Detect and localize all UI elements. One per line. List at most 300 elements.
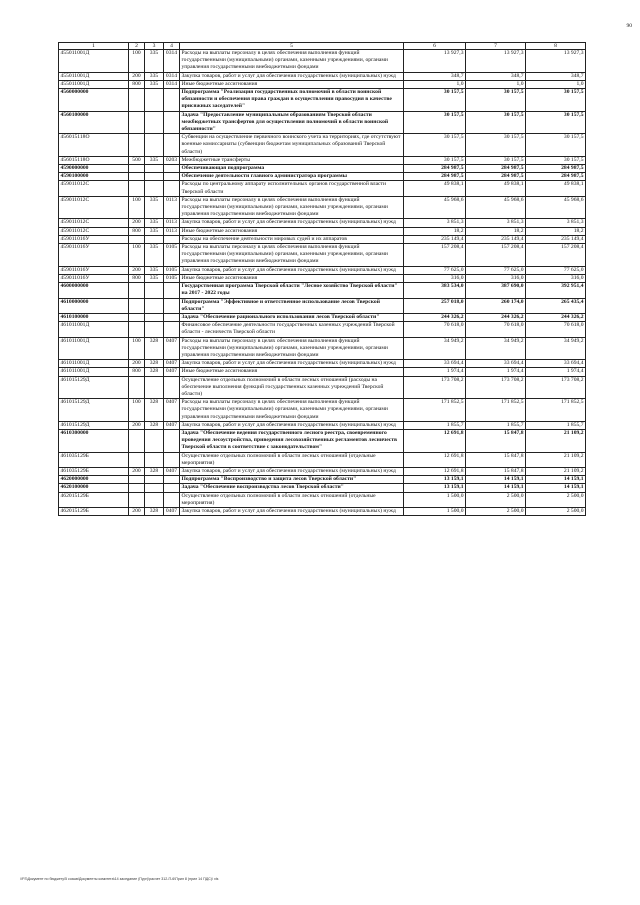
row-expense-type: 100 — [129, 244, 145, 267]
row-code: 461015129Д — [59, 376, 129, 399]
row-amount-1: 244 326,2 — [404, 313, 466, 321]
table-row — [59, 313, 586, 321]
row-name: Субвенции на осуществление первичного воинского учета на территориях, где отсутствуют военные комиссариаты (субвенции бюджетам муниципальных образований Тверской области) — [180, 134, 404, 157]
row-amount-3: 348,7 — [526, 72, 586, 80]
row-expense-type — [129, 111, 145, 134]
row-admin-code: 328 — [145, 507, 164, 515]
row-expense-type: 200 — [129, 467, 145, 475]
row-amount-3: 171 852,5 — [526, 399, 586, 422]
row-amount-2: 3 851,3 — [466, 219, 526, 227]
row-amount-1: 12 691,8 — [404, 452, 466, 467]
table-row — [59, 492, 586, 507]
row-amount-1: 77 625,0 — [404, 266, 466, 274]
row-admin-code — [145, 181, 164, 196]
table-row — [59, 89, 586, 112]
row-amount-1: 34 949,2 — [404, 337, 466, 360]
row-name: Иные бюджетные ассигнования — [180, 227, 404, 235]
row-expense-type: 800 — [129, 274, 145, 282]
row-section: 0407 — [164, 368, 180, 376]
row-amount-2: 348,7 — [466, 72, 526, 80]
row-amount-3: 21 109,2 — [526, 429, 586, 452]
row-code: 461015129Д — [59, 399, 129, 422]
row-amount-3: 33 694,4 — [526, 360, 586, 368]
row-name: Финансовое обеспечение деятельности государственных казенных учреждений Тверской области - лесничеств Тверской области — [180, 322, 404, 337]
row-admin-code: 328 — [145, 368, 164, 376]
row-amount-2: 34 949,2 — [466, 337, 526, 360]
row-name: Обеспечение деятельности главного администратора программы — [180, 173, 404, 181]
row-amount-3: 30 157,5 — [526, 111, 586, 134]
row-expense-type: 200 — [129, 266, 145, 274]
row-amount-2: 235 149,4 — [466, 235, 526, 243]
row-amount-2: 157 208,4 — [466, 244, 526, 267]
table-row — [59, 196, 586, 219]
row-amount-2: 15 847,8 — [466, 452, 526, 467]
row-name: Закупка товаров, работ и услуг для обеспечения государственных (муниципальных) нужд — [180, 72, 404, 80]
row-section: 0407 — [164, 337, 180, 360]
row-section — [164, 283, 180, 298]
row-amount-1: 171 852,5 — [404, 399, 466, 422]
row-expense-type — [129, 429, 145, 452]
row-code: 459011012С — [59, 219, 129, 227]
row-expense-type — [129, 283, 145, 298]
row-amount-2: 30 157,5 — [466, 89, 526, 112]
row-admin-code — [145, 283, 164, 298]
row-section — [164, 165, 180, 173]
row-admin-code — [145, 429, 164, 452]
row-code: 4610100000 — [59, 313, 129, 321]
row-name: Закупка товаров, работ и услуг для обеспечения государственных (муниципальных) нужд — [180, 467, 404, 475]
row-section — [164, 484, 180, 492]
row-section: 0407 — [164, 507, 180, 515]
row-amount-1: 13 159,1 — [404, 484, 466, 492]
row-amount-1: 13 159,1 — [404, 476, 466, 484]
row-code: 4610000000 — [59, 298, 129, 313]
row-code: 4620000000 — [59, 476, 129, 484]
row-amount-1: 284 987,5 — [404, 173, 466, 181]
row-admin-code: 335 — [145, 227, 164, 235]
row-admin-code: 335 — [145, 80, 164, 88]
column-header: 6 — [404, 43, 466, 50]
row-expense-type: 800 — [129, 368, 145, 376]
row-amount-1: 30 157,5 — [404, 134, 466, 157]
row-amount-3: 3 851,3 — [526, 219, 586, 227]
row-code: 4560000000 — [59, 89, 129, 112]
row-amount-2: 284 987,5 — [466, 173, 526, 181]
budget-table — [58, 42, 586, 516]
row-amount-3: 13 927,3 — [526, 50, 586, 73]
row-admin-code — [145, 492, 164, 507]
row-name: Задача "Предоставление муниципальным образованиям Тверской области межбюджетных трансфертов для осуществления полномочий в области воинской обязанности" — [180, 111, 404, 134]
row-amount-2: 171 852,5 — [466, 399, 526, 422]
row-section: 0105 — [164, 244, 180, 267]
table-row — [59, 181, 586, 196]
row-expense-type — [129, 313, 145, 321]
page-number: 90 — [626, 23, 632, 29]
row-amount-3: 18,2 — [526, 227, 586, 235]
table-row — [59, 134, 586, 157]
row-amount-3: 49 838,1 — [526, 181, 586, 196]
row-expense-type: 800 — [129, 227, 145, 235]
row-name: Расходы на выплаты персоналу в целях обеспечения выполнения функций государственными (муниципальными) органами, казенными учреждениями, органами управления государственными внебюджетными фондами — [180, 196, 404, 219]
row-section — [164, 429, 180, 452]
row-section — [164, 298, 180, 313]
row-expense-type: 500 — [129, 156, 145, 164]
row-amount-3: 1 855,7 — [526, 421, 586, 429]
row-section — [164, 452, 180, 467]
row-section — [164, 173, 180, 181]
row-expense-type: 200 — [129, 219, 145, 227]
row-section — [164, 134, 180, 157]
row-amount-2: 260 174,0 — [466, 298, 526, 313]
row-amount-1: 70 618,0 — [404, 322, 466, 337]
row-expense-type: 200 — [129, 507, 145, 515]
row-admin-code: 335 — [145, 156, 164, 164]
row-section — [164, 89, 180, 112]
row-expense-type: 200 — [129, 72, 145, 80]
table-row — [59, 173, 586, 181]
table-row — [59, 467, 586, 475]
row-code: 459011016У — [59, 235, 129, 243]
row-amount-1: 316,0 — [404, 274, 466, 282]
row-amount-2: 49 838,1 — [466, 181, 526, 196]
row-amount-2: 70 618,0 — [466, 322, 526, 337]
row-amount-2: 77 625,0 — [466, 266, 526, 274]
row-code: 455011001Д — [59, 72, 129, 80]
row-amount-3: 14 159,1 — [526, 484, 586, 492]
column-header: 8 — [526, 43, 586, 50]
table-row — [59, 476, 586, 484]
row-name: Закупка товаров, работ и услуг для обеспечения государственных (муниципальных) нужд — [180, 360, 404, 368]
row-admin-code: 328 — [145, 421, 164, 429]
row-admin-code — [145, 476, 164, 484]
row-amount-3: 14 159,1 — [526, 476, 586, 484]
row-expense-type — [129, 492, 145, 507]
table-row — [59, 298, 586, 313]
row-amount-3: 30 157,5 — [526, 156, 586, 164]
row-amount-2: 14 159,1 — [466, 484, 526, 492]
row-name: Обеспечивающая подпрограмма — [180, 165, 404, 173]
row-code: 461011001Д — [59, 337, 129, 360]
row-expense-type — [129, 452, 145, 467]
row-amount-3: 157 208,4 — [526, 244, 586, 267]
row-name: Иные бюджетные ассигнования — [180, 368, 404, 376]
row-amount-2: 316,0 — [466, 274, 526, 282]
row-amount-2: 30 157,5 — [466, 156, 526, 164]
row-expense-type — [129, 298, 145, 313]
row-amount-3: 2 500,0 — [526, 507, 586, 515]
table-row — [59, 235, 586, 243]
table-row — [59, 421, 586, 429]
row-amount-2: 2 500,0 — [466, 492, 526, 507]
row-admin-code — [145, 173, 164, 181]
row-section: 0113 — [164, 219, 180, 227]
row-amount-1: 3 851,3 — [404, 219, 466, 227]
row-amount-1: 235 149,4 — [404, 235, 466, 243]
row-amount-1: 1 855,7 — [404, 421, 466, 429]
row-amount-2: 14 159,1 — [466, 476, 526, 484]
row-expense-type: 200 — [129, 360, 145, 368]
row-amount-2: 15 847,8 — [466, 467, 526, 475]
row-section: 0407 — [164, 399, 180, 422]
table-row — [59, 156, 586, 164]
row-section: 0105 — [164, 274, 180, 282]
row-name: Закупка товаров, работ и услуг для обеспечения государственных (муниципальных) нужд — [180, 219, 404, 227]
row-amount-2: 13 927,3 — [466, 50, 526, 73]
table-row — [59, 368, 586, 376]
row-amount-3: 34 949,2 — [526, 337, 586, 360]
row-code: 4620100000 — [59, 484, 129, 492]
row-section — [164, 476, 180, 484]
row-amount-3: 284 987,5 — [526, 165, 586, 173]
row-name: Закупка товаров, работ и услуг для обеспечения государственных (муниципальных) нужд — [180, 266, 404, 274]
row-section — [164, 235, 180, 243]
row-amount-3: 45 968,6 — [526, 196, 586, 219]
row-section — [164, 181, 180, 196]
row-expense-type — [129, 376, 145, 399]
table-row — [59, 274, 586, 282]
row-amount-1: 1,0 — [404, 80, 466, 88]
table-row — [59, 111, 586, 134]
row-amount-1: 18,2 — [404, 227, 466, 235]
row-name: Закупка товаров, работ и услуг для обеспечения государственных (муниципальных) нужд — [180, 507, 404, 515]
row-amount-3: 1,0 — [526, 80, 586, 88]
row-amount-2: 387 690,0 — [466, 283, 526, 298]
table-row — [59, 219, 586, 227]
row-expense-type: 100 — [129, 50, 145, 73]
row-name: Расходы на выплаты персоналу в целях обеспечения выполнения функций государственными (муниципальными) органами, казенными учреждениями, органами управления государственными внебюджетными фондами — [180, 50, 404, 73]
row-code: 4610300000 — [59, 429, 129, 452]
row-amount-3: 1 974,4 — [526, 368, 586, 376]
row-section — [164, 111, 180, 134]
column-header: 5 — [180, 43, 404, 50]
row-section — [164, 313, 180, 321]
row-section: 0113 — [164, 196, 180, 219]
row-expense-type — [129, 165, 145, 173]
row-amount-3: 316,0 — [526, 274, 586, 282]
row-name: Расходы на выплаты персоналу в целях обеспечения выполнения функций государственными (муниципальными) органами, казенными учреждениями, органами управления государственными внебюджетными фондами — [180, 399, 404, 422]
row-expense-type — [129, 134, 145, 157]
row-admin-code: 335 — [145, 219, 164, 227]
row-section: 0407 — [164, 360, 180, 368]
table-row — [59, 50, 586, 73]
row-admin-code: 335 — [145, 244, 164, 267]
header-row — [59, 43, 586, 50]
row-amount-1: 30 157,5 — [404, 156, 466, 164]
row-expense-type — [129, 173, 145, 181]
row-amount-3: 2 500,0 — [526, 492, 586, 507]
row-amount-2: 45 968,6 — [466, 196, 526, 219]
row-amount-1: 1 974,4 — [404, 368, 466, 376]
row-admin-code — [145, 165, 164, 173]
row-code: 459011016У — [59, 244, 129, 267]
row-code: 4600000000 — [59, 283, 129, 298]
row-admin-code: 335 — [145, 196, 164, 219]
table-row — [59, 244, 586, 267]
row-code: 462015129Б — [59, 492, 129, 507]
table-row — [59, 72, 586, 80]
row-expense-type — [129, 484, 145, 492]
row-expense-type: 100 — [129, 337, 145, 360]
row-amount-3: 77 625,0 — [526, 266, 586, 274]
row-expense-type: 200 — [129, 421, 145, 429]
row-admin-code: 335 — [145, 72, 164, 80]
table-row — [59, 507, 586, 515]
row-admin-code — [145, 134, 164, 157]
row-amount-3: 284 987,5 — [526, 173, 586, 181]
row-code: 456015118О — [59, 134, 129, 157]
table-row — [59, 399, 586, 422]
row-admin-code: 328 — [145, 360, 164, 368]
row-section: 0407 — [164, 421, 180, 429]
row-amount-2: 173 708,2 — [466, 376, 526, 399]
row-code: 459011012С — [59, 196, 129, 219]
table-row — [59, 452, 586, 467]
row-expense-type — [129, 89, 145, 112]
row-amount-2: 1,0 — [466, 80, 526, 88]
row-amount-3: 392 951,4 — [526, 283, 586, 298]
row-amount-2: 30 157,5 — [466, 111, 526, 134]
table-row — [59, 429, 586, 452]
row-code: 4590000000 — [59, 165, 129, 173]
row-amount-3: 21 109,2 — [526, 452, 586, 467]
row-name: Осуществление отдельных полномочий в области лесных отношений (отдельные мероприятия) — [180, 492, 404, 507]
row-admin-code — [145, 313, 164, 321]
row-admin-code: 335 — [145, 50, 164, 73]
table-row — [59, 376, 586, 399]
row-amount-3: 265 435,4 — [526, 298, 586, 313]
row-expense-type — [129, 235, 145, 243]
row-name: Расходы на выплаты персоналу в целях обеспечения выполнения функций государственными (муниципальными) органами, казенными учреждениями, органами управления государственными внебюджетными фондами — [180, 337, 404, 360]
row-amount-1: 12 691,8 — [404, 467, 466, 475]
row-admin-code — [145, 484, 164, 492]
row-admin-code — [145, 322, 164, 337]
row-code: 461035129Б — [59, 452, 129, 467]
row-code: 461011001Д — [59, 322, 129, 337]
budget-table-body — [59, 50, 586, 516]
table-row — [59, 227, 586, 235]
row-expense-type: 800 — [129, 80, 145, 88]
row-amount-1: 1 500,0 — [404, 507, 466, 515]
row-code: 459011012С — [59, 227, 129, 235]
row-name: Осуществление отдельных полномочий в области лесных отношений (расходы на обеспечение выполнения функций государственных казенных учреждений Тверской области) — [180, 376, 404, 399]
row-expense-type — [129, 476, 145, 484]
row-amount-2: 30 157,5 — [466, 134, 526, 157]
row-code: 459011016У — [59, 266, 129, 274]
column-header: 4 — [164, 43, 180, 50]
row-name: Расходы по центральному аппарату исполнительных органов государственной власти Тверской области — [180, 181, 404, 196]
row-admin-code: 335 — [145, 274, 164, 282]
footer-file-path: \\FS\Документ по бюджету\5 созыв\Документы комитета\14 заседание (Пург)\расчет 312-П-6\Прил 8 (прил 14 ПДС)\ хls — [20, 877, 219, 881]
row-amount-2: 244 326,2 — [466, 313, 526, 321]
table-row — [59, 322, 586, 337]
row-section: 0113 — [164, 227, 180, 235]
row-code: 456015118О — [59, 156, 129, 164]
row-code: 461035129Б — [59, 467, 129, 475]
row-expense-type: 100 — [129, 196, 145, 219]
row-amount-2: 2 500,0 — [466, 507, 526, 515]
row-code: 4560100000 — [59, 111, 129, 134]
row-amount-1: 30 157,5 — [404, 89, 466, 112]
row-name: Закупка товаров, работ и услуг для обеспечения государственных (муниципальных) нужд — [180, 421, 404, 429]
row-expense-type: 100 — [129, 399, 145, 422]
row-expense-type — [129, 181, 145, 196]
row-code: 455011001Д — [59, 50, 129, 73]
row-code: 461011001Д — [59, 368, 129, 376]
row-amount-1: 157 208,4 — [404, 244, 466, 267]
row-name: Подпрограмма "Воспроизводство и защита лесов Тверской области" — [180, 476, 404, 484]
row-amount-1: 45 968,6 — [404, 196, 466, 219]
row-amount-3: 244 326,2 — [526, 313, 586, 321]
row-amount-2: 15 847,8 — [466, 429, 526, 452]
row-code: 455011001Д — [59, 80, 129, 88]
row-section: 0314 — [164, 72, 180, 80]
row-admin-code: 328 — [145, 399, 164, 422]
row-name: Расходы на выплаты персоналу в целях обеспечения выполнения функций государственными (муниципальными) органами, казенными учреждениями, органами управления государственными внебюджетными фондами — [180, 244, 404, 267]
row-name: Подпрограмма "Эффективное и ответственное использование лесов Тверской области" — [180, 298, 404, 313]
table-row — [59, 80, 586, 88]
table-row — [59, 165, 586, 173]
column-header: 3 — [145, 43, 164, 50]
row-admin-code — [145, 111, 164, 134]
row-name: Межбюджетные трансферты — [180, 156, 404, 164]
column-header: 1 — [59, 43, 129, 50]
row-amount-1: 33 694,4 — [404, 360, 466, 368]
row-amount-1: 173 708,2 — [404, 376, 466, 399]
row-amount-1: 30 157,5 — [404, 111, 466, 134]
row-expense-type — [129, 322, 145, 337]
row-name: Подпрограмма "Реализация государственных полномочий в области воинской обязанности и обеспечения права граждан в осуществлении правосудия в качестве присяжных заседателей" — [180, 89, 404, 112]
row-amount-1: 49 838,1 — [404, 181, 466, 196]
row-section: 0407 — [164, 467, 180, 475]
column-header: 2 — [129, 43, 145, 50]
row-amount-1: 12 691,8 — [404, 429, 466, 452]
row-section: 0203 — [164, 156, 180, 164]
row-amount-1: 1 500,0 — [404, 492, 466, 507]
column-header: 7 — [466, 43, 526, 50]
row-name: Расходы на обеспечение деятельности мировых судей и их аппаратов — [180, 235, 404, 243]
row-section: 0105 — [164, 266, 180, 274]
row-admin-code: 335 — [145, 266, 164, 274]
row-section: 0314 — [164, 50, 180, 73]
row-code: 461011001Д — [59, 360, 129, 368]
row-section — [164, 376, 180, 399]
row-name: Задача "Обеспечение рационального использования лесов Тверской области" — [180, 313, 404, 321]
row-admin-code — [145, 298, 164, 313]
row-amount-2: 1 974,4 — [466, 368, 526, 376]
row-admin-code: 328 — [145, 337, 164, 360]
row-amount-1: 284 987,5 — [404, 165, 466, 173]
row-amount-3: 235 149,4 — [526, 235, 586, 243]
row-name: Задача "Обеспечение ведения государственного лесного реестра, своевременного проведения лесоустройства, приведения лесохозяйственных регламентов лесничеств Тверской области в соответствие с законодательством" — [180, 429, 404, 452]
row-amount-3: 70 618,0 — [526, 322, 586, 337]
table-row — [59, 484, 586, 492]
row-admin-code — [145, 376, 164, 399]
row-amount-3: 30 157,5 — [526, 134, 586, 157]
row-name: Осуществление отдельных полномочий в области лесных отношений (отдельные мероприятия) — [180, 452, 404, 467]
row-admin-code: 328 — [145, 467, 164, 475]
row-amount-1: 257 018,0 — [404, 298, 466, 313]
table-row — [59, 283, 586, 298]
row-amount-2: 284 987,5 — [466, 165, 526, 173]
row-amount-1: 348,7 — [404, 72, 466, 80]
row-admin-code — [145, 89, 164, 112]
row-amount-3: 21 109,2 — [526, 467, 586, 475]
table-row — [59, 360, 586, 368]
row-section — [164, 322, 180, 337]
table-row — [59, 337, 586, 360]
row-amount-1: 383 534,0 — [404, 283, 466, 298]
row-section: 0314 — [164, 80, 180, 88]
